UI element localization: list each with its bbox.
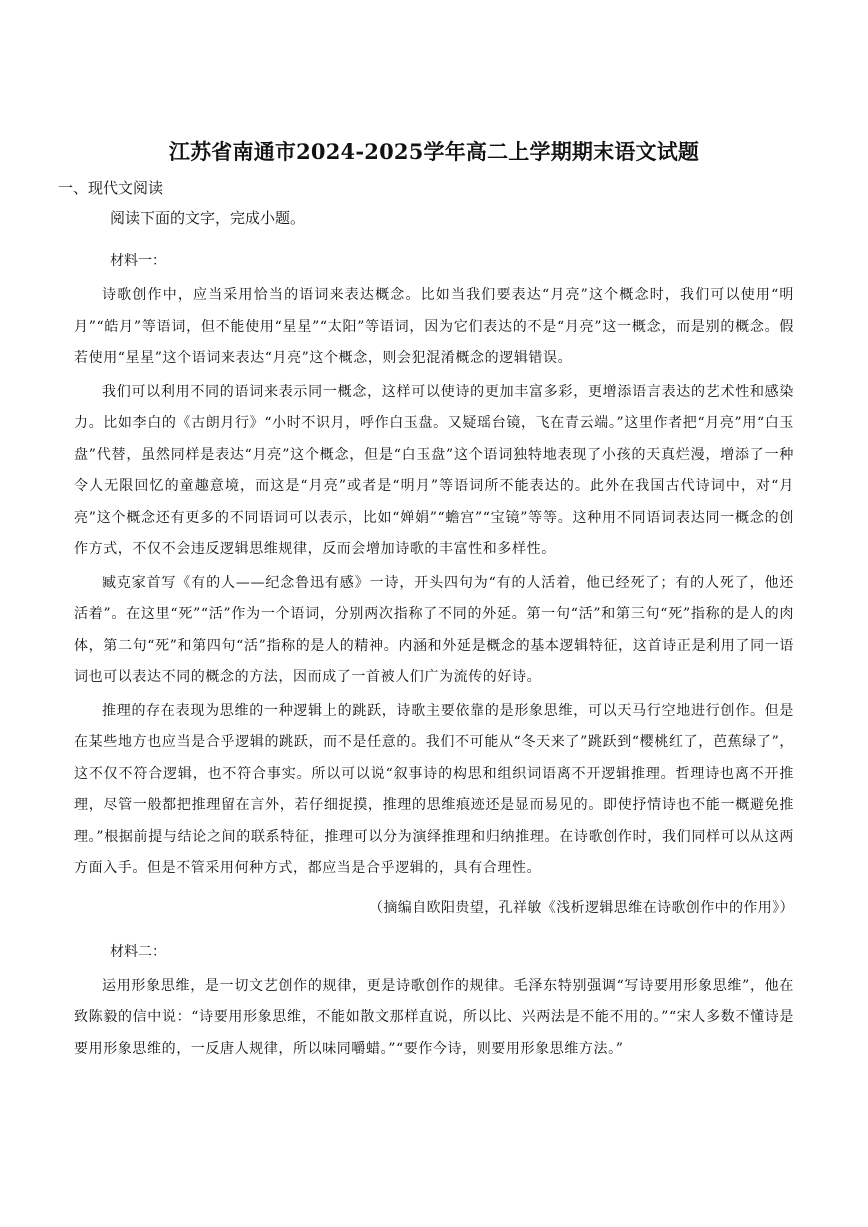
material-one-source: （摘编自欧阳贵望，孔祥敏《浅析逻辑思维在诗歌创作中的作用》） [369,899,794,916]
section-heading: 一、现代文阅读 [58,179,164,197]
material-two-paragraph: 运用形象思维，是一切文艺创作的规律，更是诗歌创作的规律。毛泽东特别强调“写诗要用形象思维”，他在致陈毅的信中说：“诗要用形象思维，不能如散文那样直说，所以比、兴两法是不能不用的。”“宋人多数不懂诗是要用形象思维的，一反唐人规律，所以味同嚼蜡。”“要作今诗，则要用形象思维方法。” [74,977,794,1057]
document-title: 江苏省南通市2024-2025学年高二上学期期末语文试题 [168,139,700,164]
reading-instruction: 阅读下面的文字，完成小题。 [110,209,306,227]
material-one-paragraph: 我们可以利用不同的语词来表示同一概念，这样可以使诗的更加丰富多彩，更增添语言表达的艺术性和感染力。比如李白的《古朗月行》“小时不识月，呼作白玉盘。又疑瑶台镜，飞在青云端。”这里作者把“月亮”用“白玉盘”代替，虽然同样是表达“月亮”这个概念，但是“白玉盘”这个语词独特地表现了小孩的天真烂漫，增添了一种令人无限回忆的童趣意境，而这是“月亮”或者是“明月”等语词所不能表达的。此外在我国古代诗词中，对“月亮”这个概念还有更多的不同语词可以表示，比如“婵娟”“蟾宫”“宝镜”等等。这种用不同语词表达同一概念的创作方式，不仅不会违反逻辑思维规律，反而会增加诗歌的丰富性和多样性。 [74,383,794,557]
material-one-paragraph: 诗歌创作中，应当采用恰当的语词来表达概念。比如当我们要表达“月亮”这个概念时，我们可以使用“明月”“皓月”等语词，但不能使用“星星”“太阳”等语词，因为它们表达的不是“月亮”这一概念，而是别的概念。假若使用“星星”这个语词来表达“月亮”这个概念，则会犯混淆概念的逻辑错误。 [74,287,794,366]
material-one-paragraph: 臧克家首写《有的人——纪念鲁迅有感》一诗，开头四句为“有的人活着，他已经死了；有的人死了，他还活着”。在这里“死”“活”作为一个语词，分别两次指称了不同的外延。第一句“活”和第三句“死”指称的是人的肉体，第二句“死”和第四句“活”指称的是人的精神。内涵和外延是概念的基本逻辑特征，这首诗正是利用了同一语词也可以表达不同的概念的方法，因而成了一首被人们广为流传的好诗。 [74,574,794,685]
material-one-paragraph: 推理的存在表现为思维的一种逻辑上的跳跃，诗歌主要依靠的是形象思维，可以天马行空地进行创作。但是在某些地方也应当是合乎逻辑的跳跃，而不是任意的。我们不可能从“冬天来了”跳跃到“樱桃红了，芭蕉绿了”，这不仅不符合逻辑，也不符合事实。所以可以说“叙事诗的构思和组织词语离不开逻辑推理。哲理诗也离不开推理，尽管一般都把推理留在言外，若仔细捉摸，推理的思维痕迹还是显而易见的。即使抒情诗也不能一概避免推理。”根据前提与结论之间的联系特征，推理可以分为演绎推理和归纳推理。在诗歌创作时，我们同样可以从这两方面入手。但是不管采用何种方式，都应当是合乎逻辑的，具有合理性。 [74,702,794,876]
material-two-label: 材料二： [110,943,166,960]
material-one-label: 材料一： [110,253,166,269]
